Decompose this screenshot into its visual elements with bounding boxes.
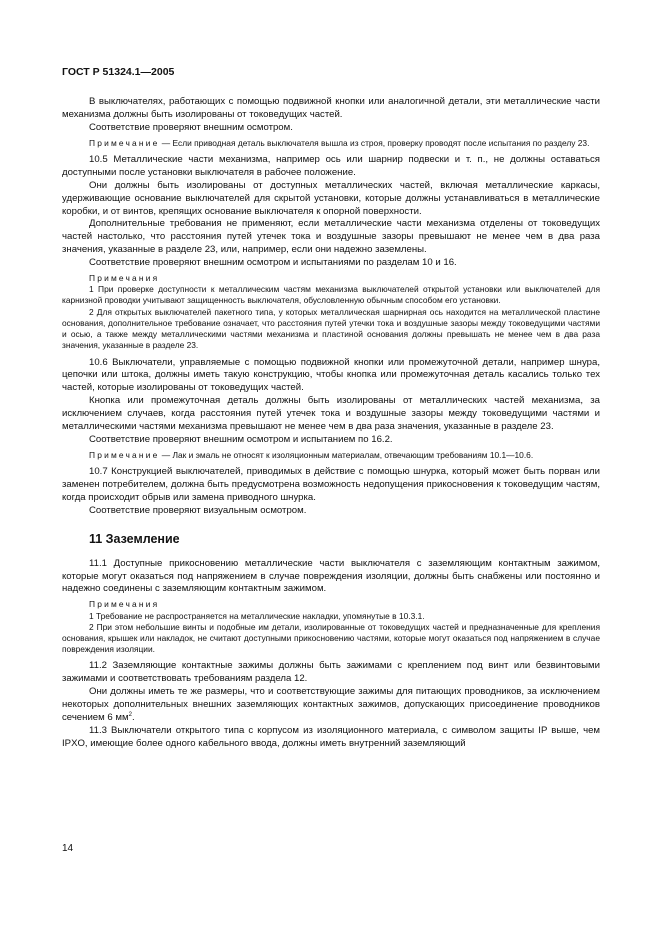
paragraph-text: Они должны иметь те же размеры, что и соответствующие зажимы для питающих проводников, за исключением некоторых дополнительных внешних заземляющих контактных зажимов, допускающих присоединение проводников сечением 6 мм	[62, 686, 600, 724]
clause-10-7: 10.7 Конструкцией выключателей, приводимых в действие с помощью шнурка, который может быть порван или заменен потребителем, должна быть предусмотрена возможность недопущения прикосновения к токоведущим частям, когда происходит обрыв или замена приводного шнурка.	[62, 466, 600, 503]
paragraph: Соответствие проверяют визуальным осмотром.	[89, 504, 307, 516]
paragraph: В выключателях, работающих с помощью подвижной кнопки или аналогичной детали, эти металлические части механизма должны быть изолированы от токоведущих частей.	[62, 96, 600, 120]
clause-10-6: 10.6 Выключатели, управляемые с помощью подвижной кнопки или промежуточной детали, например шнура, цепочки или штока, должны иметь такую конструкцию, чтобы кнопка или промежуточная деталь касались только тех частей, которые изолированы от токоведущих частей.	[62, 356, 600, 394]
section-title: 11 Заземление	[89, 531, 180, 546]
paragraph: Соответствие проверяют внешним осмотром и испытанием по 16.2.	[89, 433, 393, 445]
note-label: Примечание	[89, 449, 160, 460]
paragraph	[62, 686, 600, 725]
notes-heading: Примечания	[89, 599, 160, 610]
paragraph-text-end: .	[131, 712, 135, 724]
note	[62, 450, 600, 461]
document-body	[62, 96, 600, 751]
paragraph: Соответствие проверяют внешним осмотром и испытаниями по разделам 10 и 16.	[89, 257, 457, 269]
note-item: 1 Требование не распространяется на металлические накладки, упомянутые в 10.3.1.	[89, 610, 425, 621]
note-text: — Лак и эмаль не относят к изоляционным материалам, отвечающим требованиям 10.1—10.6.	[159, 449, 534, 460]
clause-11-3: 11.3 Выключатели открытого типа с корпусом из изоляционного материала, с символом защиты IP выше, чем IPXO, имеющие более одного кабельного ввода, должны иметь внутренний заземляющий	[62, 724, 600, 749]
paragraph: Дополнительные требования не применяют, если металлические части механизма отделены от токоведущих частей настолько, что расстояния путей утечек тока и воздушные зазоры превышают не менее чем в два раза значения, указанные в разделе 23, или, например, если они надежно заземлены.	[62, 218, 600, 256]
note-item: 1 При проверке доступности к металлическим частям механизма выключателей открытой установки или выключателей для карнизной проводки учитывают защищенность выключателя, обусловленную обычным способом его установки.	[62, 284, 600, 306]
notes-heading: Примечания	[89, 273, 160, 284]
note-item: 2 При этом небольшие винты и подобные им детали, изолированные от токоведущих частей и предназначенные для крепления основания, крышек или накладок, не считают доступными прикосновению частями, которые могут оказаться под напряжением в случае повреждения изоляции.	[62, 621, 600, 655]
paragraph: Они должны быть изолированы от доступных металлических частей, включая металлические каркасы, удерживающие основание выключателей для скрытой установки, которые должны устанавливаться в металлические коробки, и от винтов, крепящих основание выключателя к опорной поверхности.	[62, 179, 600, 217]
clause-11-2: 11.2 Заземляющие контактные зажимы должны быть зажимами с креплением под винт или безвинтовыми зажимами и соответствовать требованиям раздела 12.	[62, 660, 600, 685]
page-number: 14	[62, 843, 74, 854]
note-item: 2 Для открытых выключателей пакетного типа, у которых металлическая шарнирная ось находится на металлической пластине основания, дополнительное требование означает, что расстояния путей утечки тока и воздушные зазоры между токоведущими частями и осью, а также между металлическими частями механизма и пластиной основания должны превышать не менее чем в два раза значения, указанные в разделе 23.	[62, 306, 600, 351]
document-code-header: ГОСТ Р 51324.1—2005	[62, 66, 175, 78]
paragraph: Кнопка или промежуточная деталь должны быть изолированы от металлических частей механизма, за исключением случаев, когда расстояния путей утечек тока и воздушные зазоры между токоведущими частями и металлическими частями механизма превышают не менее чем в два раза значения, указанные в разделе 23.	[62, 395, 600, 433]
clause-11-1: 11.1 Доступные прикосновению металлические части выключателя с заземляющим контактным зажимом, которые могут оказаться под напряжением в случае повреждения изоляции, должны быть снабжены или постоянно и надежно соединены с заземляющим контактным зажимом.	[62, 557, 600, 595]
superscript: 2	[128, 711, 132, 718]
clause-10-5: 10.5 Металлические части механизма, например ось или шарнир подвески и т. п., не должны оставаться доступными после установки выключателя в рабочее положение.	[62, 153, 600, 178]
paragraph: Соответствие проверяют внешним осмотром.	[89, 121, 293, 133]
note-text: — Если приводная деталь выключателя вышла из строя, проверку проводят после испытания по разделу 23.	[159, 137, 590, 148]
note-label: Примечание	[89, 137, 160, 148]
note	[62, 138, 600, 149]
